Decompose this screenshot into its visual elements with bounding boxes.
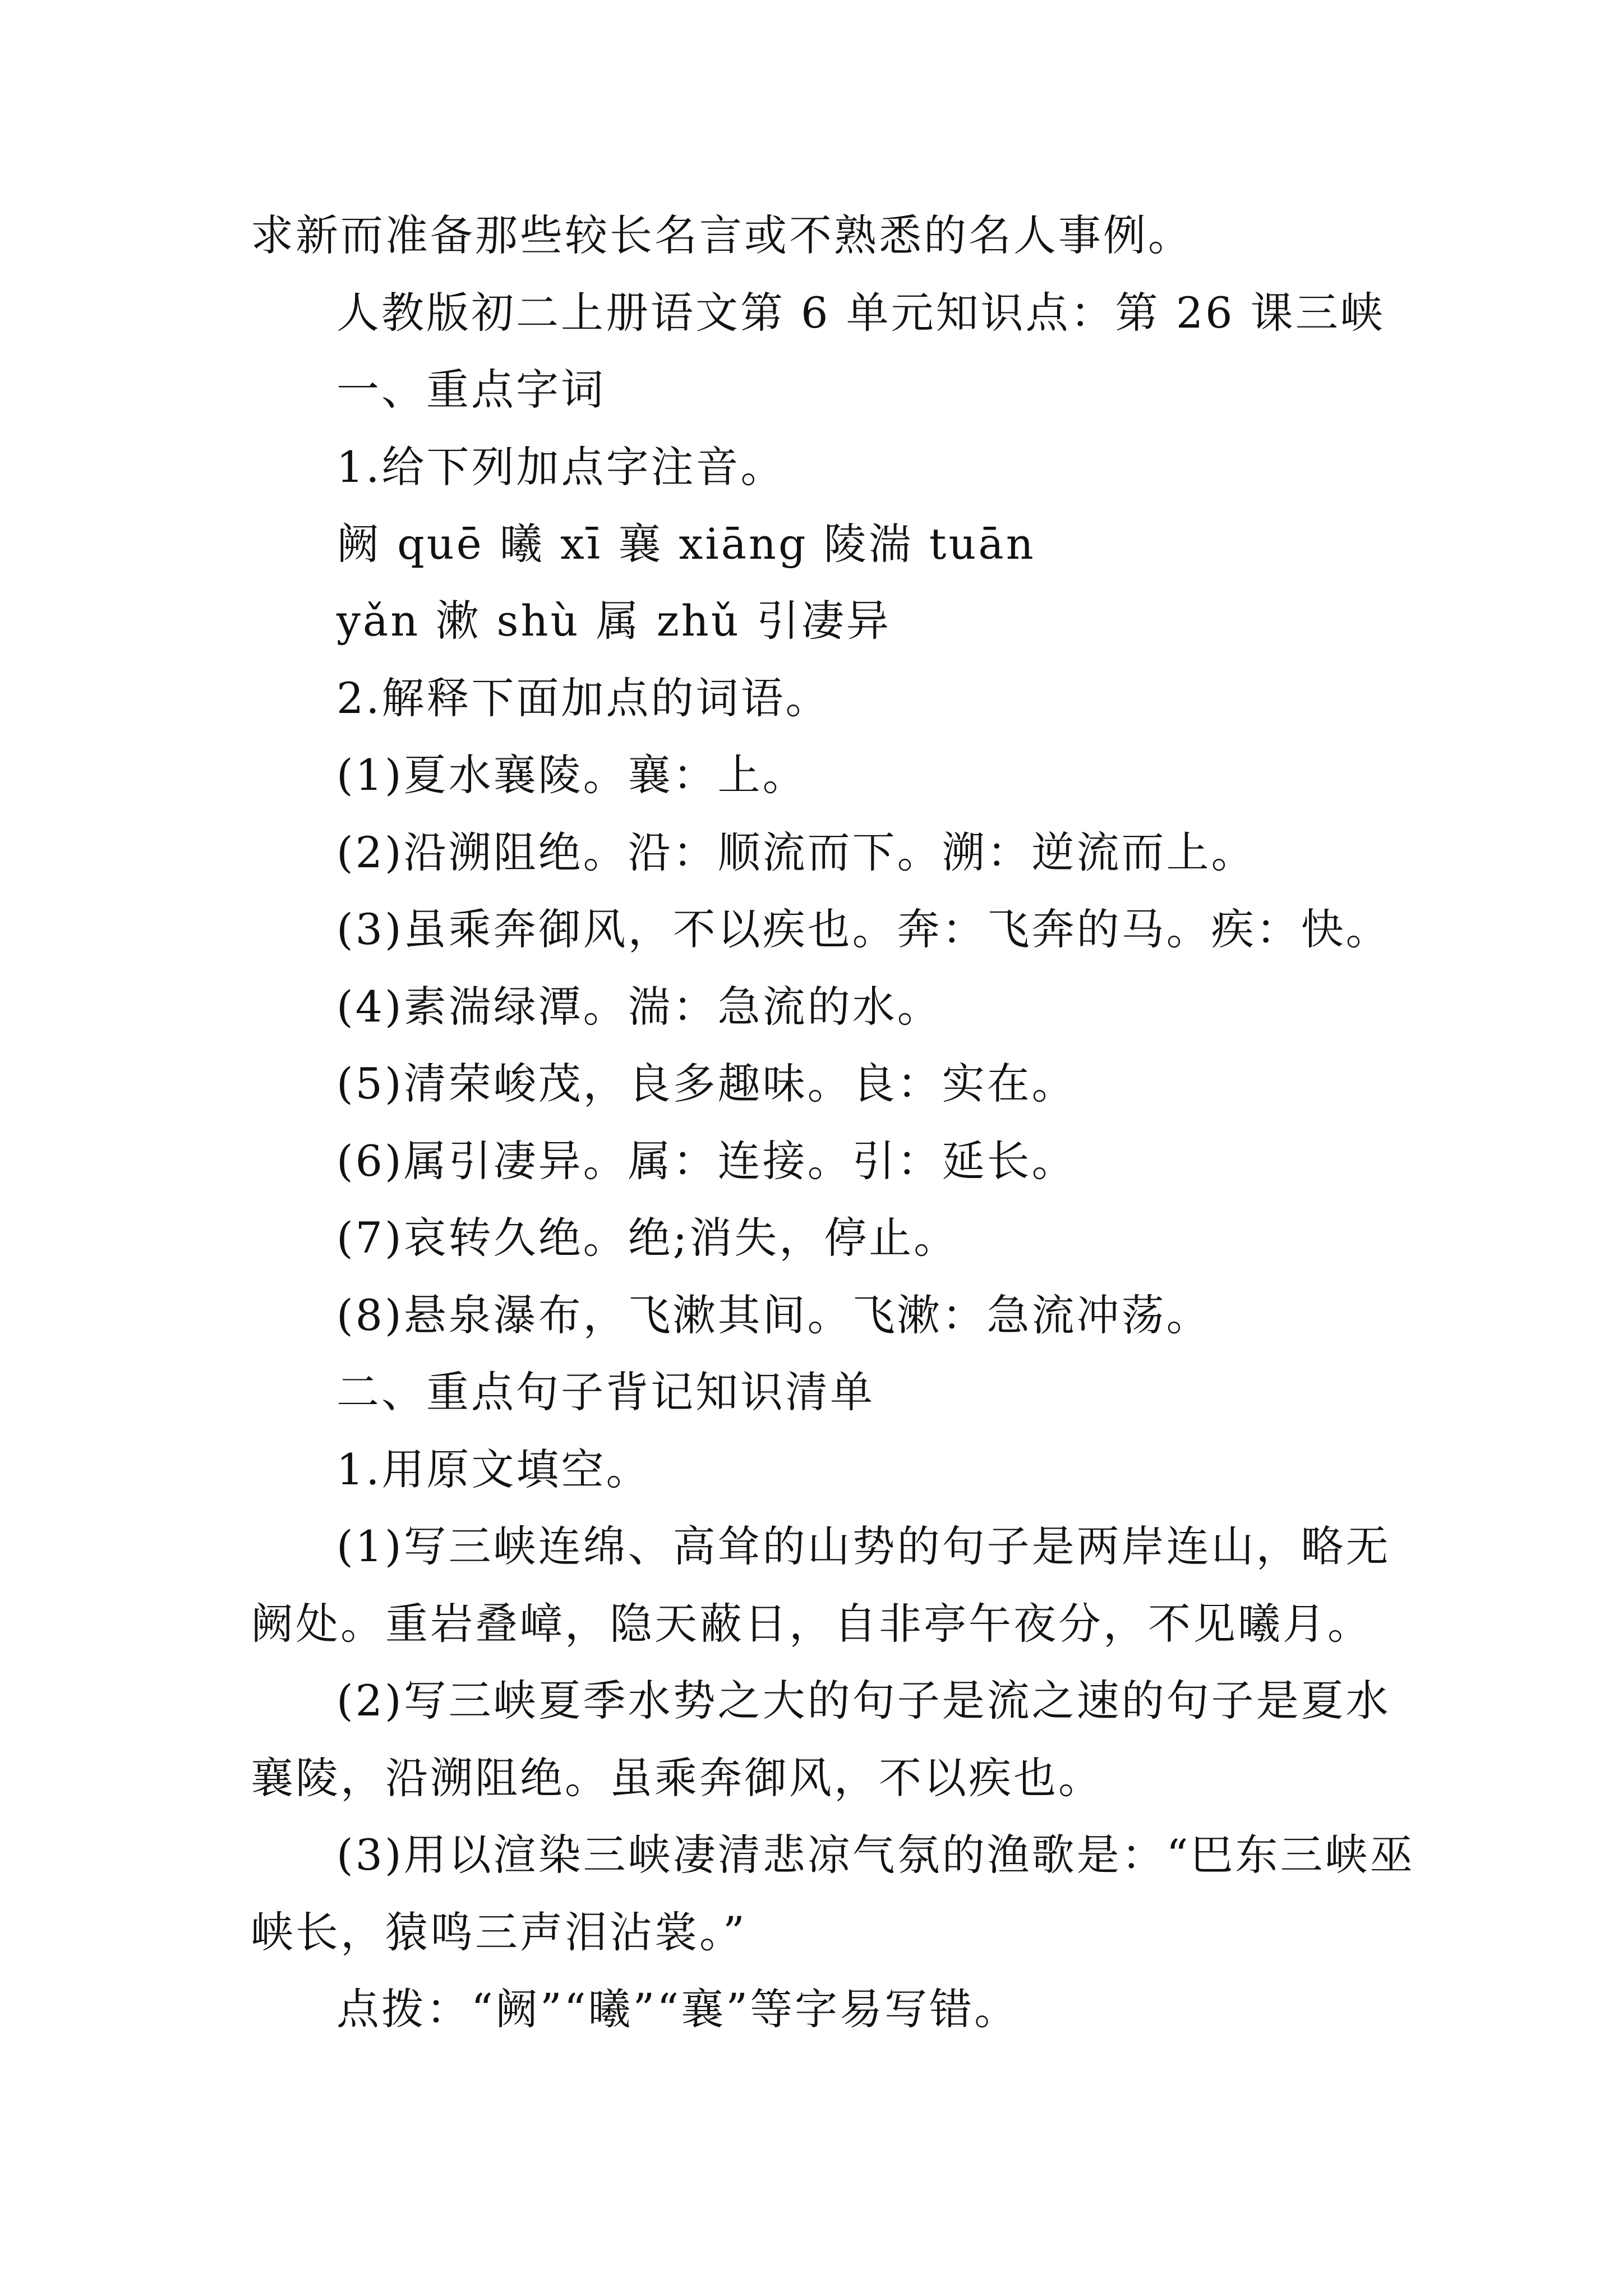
list-item: (4)素湍绿潭。湍：急流的水。: [336, 982, 942, 1032]
list-item: (3)用以渲染三峡凄清悲凉气氛的渔歌是：“巴东三峡巫: [336, 1830, 1415, 1880]
text-line: 1.给下列加点字注音。: [336, 442, 786, 492]
text-line: 峡长，猿鸣三声泪沾裳。”: [251, 1907, 747, 1957]
list-item: (8)悬泉瀑布，飞漱其间。飞漱：急流冲荡。: [336, 1290, 1211, 1340]
text-line: yǎn 漱 shù 属 zhǔ 引凄异: [336, 596, 891, 646]
list-item: (1)写三峡连绵、高耸的山势的句子是两岸连山，略无: [336, 1521, 1391, 1571]
list-item: (6)属引凄异。属：连接。引：延长。: [336, 1136, 1077, 1186]
text-line: 求新而准备那些较长名言或不熟悉的名人事例。: [251, 210, 1193, 260]
list-item: (7)哀转久绝。绝;消失，停止。: [336, 1213, 959, 1263]
text-line: 2.解释下面加点的词语。: [336, 673, 831, 723]
section-heading: 二、重点句子背记知识清单: [336, 1367, 875, 1417]
text-line: 阙 quē 曦 xī 襄 xiāng 陵湍 tuān: [336, 519, 1036, 569]
text-line: 人教版初二上册语文第 6 单元知识点：第 26 课三峡: [336, 288, 1385, 338]
text-line: 1.用原文填空。: [336, 1444, 651, 1494]
list-item: (1)夏水襄陵。襄：上。: [336, 750, 808, 800]
list-item: (5)清荣峻茂，良多趣味。良：实在。: [336, 1059, 1077, 1108]
text-line: 襄陵，沿溯阻绝。虽乘奔御风，不以疾也。: [251, 1753, 1103, 1803]
section-heading: 一、重点字词: [336, 365, 606, 415]
text-line: 点拨：“阙”“曦”“襄”等字易写错。: [336, 1984, 1020, 2034]
text-line: 阙处。重岩叠嶂，隐天蔽日，自非亭午夜分，不见曦月。: [251, 1599, 1372, 1649]
list-item: (2)沿溯阻绝。沿：顺流而下。溯：逆流而上。: [336, 827, 1256, 877]
list-item: (2)写三峡夏季水势之大的句子是流之速的句子是夏水: [336, 1676, 1391, 1726]
list-item: (3)虽乘奔御风，不以疾也。奔：飞奔的马。疾：快。: [336, 904, 1391, 954]
